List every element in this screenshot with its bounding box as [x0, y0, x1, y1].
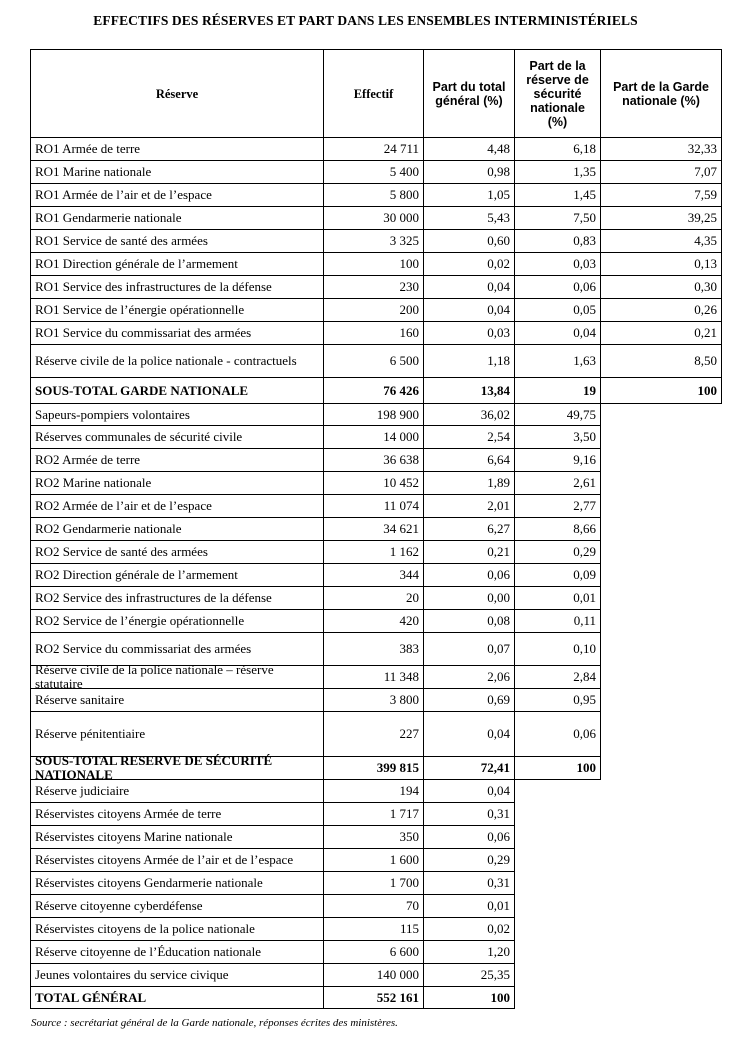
row-value: 0,60 — [423, 229, 515, 253]
row-label: RO2 Service des infrastructures de la défense — [30, 586, 324, 610]
row-value: 3 325 — [323, 229, 424, 253]
row-value: 11 074 — [323, 494, 424, 518]
row-value: 6,18 — [514, 137, 601, 161]
row-value: 1,20 — [423, 940, 515, 964]
row-value: 344 — [323, 563, 424, 587]
row-value: 3,50 — [514, 425, 601, 449]
row-value: 6,27 — [423, 517, 515, 541]
row-value: 350 — [323, 825, 424, 849]
row-value: 0,06 — [423, 825, 515, 849]
row-label: Réserve civile de la police nationale – réserve statutaire — [30, 665, 324, 689]
row-value: 13,84 — [423, 377, 515, 404]
row-value: 36 638 — [323, 448, 424, 472]
row-value: 6 500 — [323, 344, 424, 378]
row-value: 0,09 — [514, 563, 601, 587]
row-value: 70 — [323, 894, 424, 918]
row-label: RO2 Direction générale de l’armement — [30, 563, 324, 587]
row-value: 2,54 — [423, 425, 515, 449]
row-value: 0,00 — [423, 586, 515, 610]
row-value: 39,25 — [600, 206, 722, 230]
row-value: 32,33 — [600, 137, 722, 161]
row-value: 0,04 — [514, 321, 601, 345]
row-value: 2,06 — [423, 665, 515, 689]
row-value: 0,69 — [423, 688, 515, 712]
row-value: 0,83 — [514, 229, 601, 253]
row-value: 1 600 — [323, 848, 424, 872]
row-label: SOUS-TOTAL RESERVE DE SÉCURITÉ NATIONALE — [30, 756, 324, 780]
row-value: 1 162 — [323, 540, 424, 564]
row-label: RO1 Service de l’énergie opérationnelle — [30, 298, 324, 322]
row-value: 25,35 — [423, 963, 515, 987]
row-value: 7,07 — [600, 160, 722, 184]
row-value: 0,01 — [514, 586, 601, 610]
row-value: 0,29 — [514, 540, 601, 564]
row-label: RO1 Service du commissariat des armées — [30, 321, 324, 345]
row-value: 0,21 — [600, 321, 722, 345]
row-value: 3 800 — [323, 688, 424, 712]
row-value: 10 452 — [323, 471, 424, 495]
row-label: RO2 Armée de l’air et de l’espace — [30, 494, 324, 518]
row-value: 383 — [323, 632, 424, 666]
row-value: 227 — [323, 711, 424, 757]
header-effectif: Effectif — [323, 49, 424, 138]
row-label: Réservistes citoyens de la police nationale — [30, 917, 324, 941]
row-label: RO2 Armée de terre — [30, 448, 324, 472]
row-value: 2,01 — [423, 494, 515, 518]
row-label: RO1 Service de santé des armées — [30, 229, 324, 253]
row-value: 14 000 — [323, 425, 424, 449]
row-value: 399 815 — [323, 756, 424, 780]
row-value: 4,35 — [600, 229, 722, 253]
row-value: 100 — [423, 986, 515, 1009]
row-label: Réserve citoyenne de l’Éducation nationale — [30, 940, 324, 964]
row-label: RO1 Marine nationale — [30, 160, 324, 184]
row-label: RO2 Gendarmerie nationale — [30, 517, 324, 541]
row-value: 140 000 — [323, 963, 424, 987]
row-label: Réservistes citoyens Armée de terre — [30, 802, 324, 826]
row-label: RO1 Service des infrastructures de la défense — [30, 275, 324, 299]
row-value: 0,02 — [423, 917, 515, 941]
row-value: 8,50 — [600, 344, 722, 378]
row-value: 0,04 — [423, 779, 515, 803]
row-value: 0,26 — [600, 298, 722, 322]
page-title: EFFECTIFS DES RÉSERVES ET PART DANS LES ENSEMBLES INTERMINISTÉRIELS — [93, 13, 638, 28]
row-value: 0,03 — [423, 321, 515, 345]
row-value: 100 — [600, 377, 722, 404]
row-label: RO1 Direction générale de l’armement — [30, 252, 324, 276]
row-value: 0,13 — [600, 252, 722, 276]
row-value: 2,84 — [514, 665, 601, 689]
row-value: 0,95 — [514, 688, 601, 712]
row-value: 1,05 — [423, 183, 515, 207]
row-label: SOUS-TOTAL GARDE NATIONALE — [30, 377, 324, 404]
row-value: 100 — [323, 252, 424, 276]
row-value: 19 — [514, 377, 601, 404]
row-value: 20 — [323, 586, 424, 610]
row-value: 1,89 — [423, 471, 515, 495]
row-value: 160 — [323, 321, 424, 345]
row-label: Réservistes citoyens Armée de l’air et de l’espace — [30, 848, 324, 872]
row-value: 100 — [514, 756, 601, 780]
row-value: 0,06 — [423, 563, 515, 587]
row-value: 0,04 — [423, 298, 515, 322]
row-value: 0,07 — [423, 632, 515, 666]
header-reserve: Réserve — [30, 49, 324, 138]
row-value: 5 800 — [323, 183, 424, 207]
row-value: 8,66 — [514, 517, 601, 541]
source-note: Source : secrétariat général de la Garde nationale, réponses écrites des ministères. — [31, 1017, 398, 1029]
row-value: 0,04 — [423, 711, 515, 757]
row-value: 9,16 — [514, 448, 601, 472]
row-value: 5 400 — [323, 160, 424, 184]
row-value: 2,61 — [514, 471, 601, 495]
row-value: 0,05 — [514, 298, 601, 322]
row-value: 194 — [323, 779, 424, 803]
row-value: 4,48 — [423, 137, 515, 161]
row-label: Jeunes volontaires du service civique — [30, 963, 324, 987]
row-value: 5,43 — [423, 206, 515, 230]
row-value: 6,64 — [423, 448, 515, 472]
row-value: 0,98 — [423, 160, 515, 184]
header-part-total: Part du total général (%) — [423, 49, 515, 138]
row-label: Réservistes citoyens Marine nationale — [30, 825, 324, 849]
row-value: 6 600 — [323, 940, 424, 964]
row-value: 0,11 — [514, 609, 601, 633]
row-value: 0,03 — [514, 252, 601, 276]
row-label: RO1 Armée de terre — [30, 137, 324, 161]
row-value: 552 161 — [323, 986, 424, 1009]
row-value: 0,31 — [423, 802, 515, 826]
row-label: Réserve judiciaire — [30, 779, 324, 803]
row-value: 198 900 — [323, 403, 424, 426]
row-value: 420 — [323, 609, 424, 633]
row-label: Réservistes citoyens Gendarmerie nationale — [30, 871, 324, 895]
row-label: RO2 Service de l’énergie opérationnelle — [30, 609, 324, 633]
row-value: 1,63 — [514, 344, 601, 378]
row-value: 7,50 — [514, 206, 601, 230]
row-value: 0,01 — [423, 894, 515, 918]
row-value: 1,45 — [514, 183, 601, 207]
header-part-rsn: Part de la réserve de sécurité nationale (%) — [514, 49, 601, 138]
row-label: Sapeurs-pompiers volontaires — [30, 403, 324, 426]
row-value: 24 711 — [323, 137, 424, 161]
row-label: RO1 Armée de l’air et de l’espace — [30, 183, 324, 207]
row-value: 0,04 — [423, 275, 515, 299]
row-value: 0,21 — [423, 540, 515, 564]
row-label: RO1 Gendarmerie nationale — [30, 206, 324, 230]
row-label: Réserve pénitentiaire — [30, 711, 324, 757]
row-label: Réserve sanitaire — [30, 688, 324, 712]
row-value: 49,75 — [514, 403, 601, 426]
row-value: 1,18 — [423, 344, 515, 378]
row-value: 7,59 — [600, 183, 722, 207]
row-label: RO2 Service de santé des armées — [30, 540, 324, 564]
row-value: 0,02 — [423, 252, 515, 276]
row-value: 2,77 — [514, 494, 601, 518]
row-value: 1 700 — [323, 871, 424, 895]
row-label: RO2 Marine nationale — [30, 471, 324, 495]
row-value: 0,30 — [600, 275, 722, 299]
row-label: RO2 Service du commissariat des armées — [30, 632, 324, 666]
row-label: TOTAL GÉNÉRAL — [30, 986, 324, 1009]
row-value: 11 348 — [323, 665, 424, 689]
row-value: 115 — [323, 917, 424, 941]
row-label: Réserve civile de la police nationale - contractuels — [30, 344, 324, 378]
header-part-garde: Part de la Garde nationale (%) — [600, 49, 722, 138]
row-value: 36,02 — [423, 403, 515, 426]
row-value: 72,41 — [423, 756, 515, 780]
row-value: 0,10 — [514, 632, 601, 666]
row-value: 34 621 — [323, 517, 424, 541]
row-value: 1 717 — [323, 802, 424, 826]
row-value: 1,35 — [514, 160, 601, 184]
row-value: 0,31 — [423, 871, 515, 895]
row-value: 30 000 — [323, 206, 424, 230]
row-value: 0,06 — [514, 711, 601, 757]
row-label: Réserves communales de sécurité civile — [30, 425, 324, 449]
row-value: 0,08 — [423, 609, 515, 633]
row-value: 76 426 — [323, 377, 424, 404]
row-value: 200 — [323, 298, 424, 322]
row-value: 230 — [323, 275, 424, 299]
row-value: 0,06 — [514, 275, 601, 299]
row-value: 0,29 — [423, 848, 515, 872]
row-label: Réserve citoyenne cyberdéfense — [30, 894, 324, 918]
